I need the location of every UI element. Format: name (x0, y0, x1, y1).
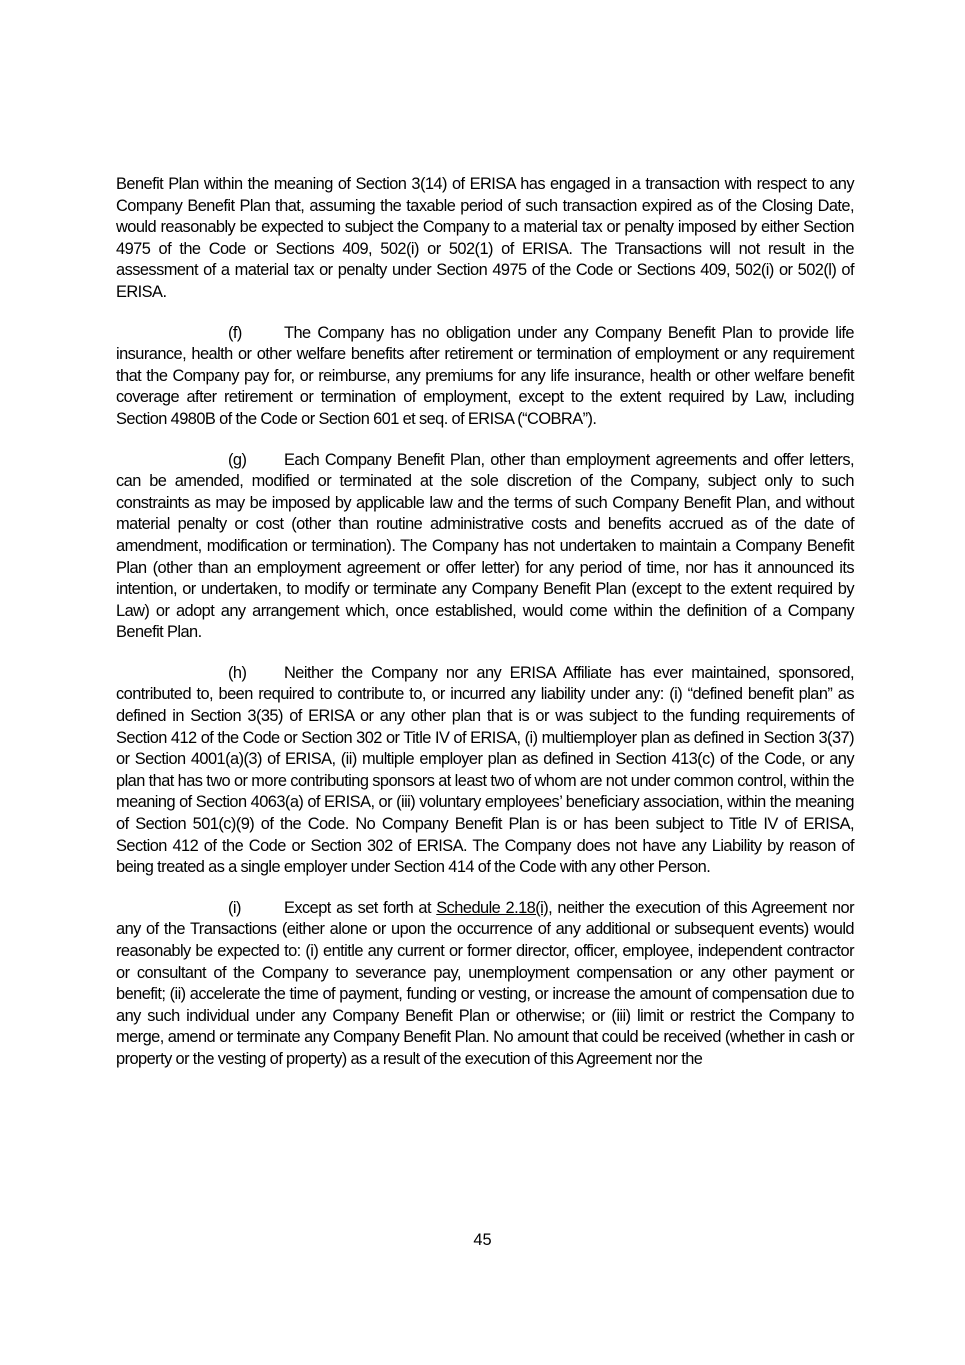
paragraph-i-text-before: Except as set forth at (284, 898, 437, 917)
paragraph-f-label: (f) (228, 323, 242, 342)
paragraph-e-text: Benefit Plan within the meaning of Section 3(14) of ERISA has engaged in a transaction with respect to any Company Benefit Plan that, assuming the taxable period of such transaction expired as of the Closing Date, would reasonably be expected to subject the Company to a material tax or penalty imposed by either Section 4975 of the Code or Sections 409, 502(i) or 502(1) of ERISA. The Transactions will not result in the assessment of a material tax or penalty under Section 4975 of the Code or Sections 409, 502(i) or 502(l) of ERISA. (116, 175, 854, 301)
paragraph-i-text-after: , neither the execution of this Agreement nor any of the Transactions (either alone or upon the occurrence of any additional or subsequent events) would reasonably be expected to: (i) entitle any current or former director, officer, employee, independent contractor or consultant of the Company to severance pay, unemployment compensation or any other payment or benefit; (ii) accelerate the time of payment, funding or vesting, or increase the amount of compensation due to any such individual under any Company Benefit Plan or otherwise; or (iii) limit or restrict the Company to merge, amend or terminate any Company Benefit Plan. No amount that could be received (whether in cash or property or the vesting of property) as a result of the execution of this Agreement nor the (116, 898, 854, 1068)
schedule-2-18-i-link[interactable]: Schedule 2.18(i) (436, 898, 549, 917)
paragraph-h (116, 663, 854, 879)
page-number: 45 (473, 1231, 492, 1249)
paragraph-i-label: (i) (228, 898, 241, 917)
paragraph-e-continued (116, 174, 854, 304)
paragraph-g-label: (g) (228, 450, 247, 469)
paragraph-h-text: Neither the Company nor any ERISA Affiliate has ever maintained, sponsored, contributed to, been required to contribute to, or incurred any liability under any: (i) “defined benefit plan” as defined in Section 3(35) of ERISA or any other plan that is or was subject to the funding requirements of Section 412 of the Code or Section 302 or Title IV of ERISA, (i) multiemployer plan as defined in Section 3(37) or Section 4001(a)(3) of ERISA, (ii) multiple employer plan as defined in Section 413(c) of the Code, or any plan that has two or more contributing sponsors at least two of whom are not under common control, within the meaning of Section 4063(a) of ERISA, or (iii) voluntary employees’ beneficiary association, within the meaning of Section 501(c)(9) of the Code. No Company Benefit Plan is or has been subject to Title IV of ERISA, Section 412 of the Code or Section 302 of ERISA. The Company does not have any Liability by reason of being treated as a single employer under Section 414 of the Code with any other Person. (116, 663, 854, 877)
paragraph-f-text: The Company has no obligation under any Company Benefit Plan to provide life insurance, health or other welfare benefits after retirement or termination of employment or any requirement that the Company pay for, or reimburse, any premiums for any life insurance, health or other welfare benefit coverage after retirement or termination of employment, except to the extent required by Law, including Section 4980B of the Code or Section 601 et seq. of ERISA (“COBRA”). (116, 323, 854, 428)
paragraph-g (116, 450, 854, 644)
paragraph-i (116, 898, 854, 1071)
paragraph-h-label: (h) (228, 663, 247, 682)
document-body (116, 174, 854, 1090)
paragraph-f (116, 323, 854, 431)
paragraph-g-text: Each Company Benefit Plan, other than employment agreements and offer letters, can be amended, modified or terminated at the sole discretion of the Company, subject only to such constraints as may be imposed by applicable law and the terms of such Company Benefit Plan, and without material penalty or cost (other than routine administrative costs and benefits accrued as of the date of amendment, modification or termination). The Company has not undertaken to maintain a Company Benefit Plan (other than an employment agreement or offer letter) for any period of time, nor has it announced its intention, or undertaken, to modify or terminate any Company Benefit Plan (except to the extent required by Law) or adopt any arrangement which, once established, would come within the definition of a Company Benefit Plan. (116, 450, 854, 642)
